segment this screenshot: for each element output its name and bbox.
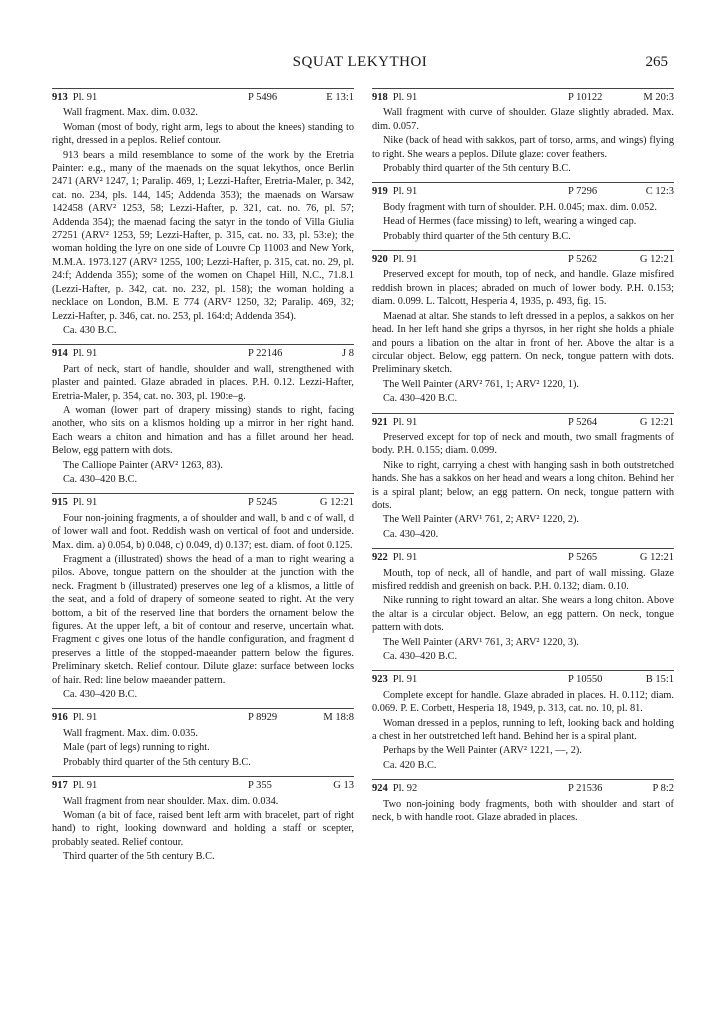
entry-paragraph: Nike (back of head with sakkos, part of torso, arms, and wings) flying to right. She wears a peplos. Dilute glaze: cover feathers.	[372, 135, 674, 160]
catalog-entry	[52, 776, 354, 863]
grid-reference: E 13:1	[326, 92, 354, 103]
entry-paragraph: Woman (a bit of face, raised bent left arm with bracelet, part of right hand) to right, looking downward and holding a staff or scepter, probably seated. Relief contour.	[52, 809, 354, 848]
entry-paragraph: Ca. 430–420.	[383, 528, 439, 540]
entry-heading	[372, 548, 674, 564]
entry-heading	[52, 88, 354, 104]
entry-heading	[52, 344, 354, 360]
entry-number: 916	[52, 712, 68, 724]
grid-reference: J 8	[342, 348, 354, 360]
entry-paragraph: Ca. 420 B.C.	[383, 759, 437, 771]
entry-paragraph: Wall fragment with curve of shoulder. Glaze slightly abraded. Max. dim. 0.057.	[372, 107, 674, 132]
grid-reference: G 12:21	[639, 254, 674, 266]
inventory-number: P 21536	[568, 783, 603, 795]
entry-paragraph: Ca. 430–420 B.C.	[63, 473, 138, 485]
entry-paragraph: Nike running to right toward an altar. She wears a long chiton. Above the altar is a circular object. Below, an egg pattern. On neck, tongue pattern with dots.	[372, 595, 674, 634]
grid-reference: B 15:1	[645, 674, 674, 686]
inventory-number: P 5245	[248, 497, 278, 509]
grid-reference: C 12:3	[645, 186, 674, 198]
catalog-entry	[52, 344, 354, 486]
catalog-entry	[52, 88, 354, 337]
right-column	[372, 88, 674, 832]
entry-paragraph: Wall fragment. Max. dim. 0.035.	[63, 727, 199, 739]
entry-paragraph: The Calliope Painter (ARV² 1263, 83).	[63, 459, 223, 471]
entry-paragraph: The Well Painter (ARV¹ 761, 3; ARV² 1220, 3).	[383, 636, 579, 648]
entry-number: 913	[52, 92, 68, 103]
entry-heading	[372, 250, 674, 266]
inventory-number: P 355	[248, 780, 272, 792]
catalog-entry	[372, 413, 674, 542]
entry-heading	[372, 670, 674, 686]
entry-number: 918	[372, 92, 388, 103]
inventory-number: P 10550	[568, 674, 603, 686]
inventory-number: P 8929	[248, 712, 278, 724]
plate-reference: Pl. 91	[392, 416, 418, 428]
entry-number: 914	[52, 348, 68, 360]
plate-reference: Pl. 91	[72, 348, 98, 360]
inventory-number: P 7296	[568, 186, 598, 198]
entry-number: 920	[372, 254, 388, 266]
catalog-entry	[372, 88, 674, 175]
plate-reference: Pl. 91	[392, 92, 418, 103]
entry-paragraph: Fragment a (illustrated) shows the head of a man to right wearing a pilos. Above, tongue pattern on the shoulder at the junction with the neck. Fragment b (illustrated) preserves one leg of a klismos, a little of the seat, and a fold of drapery of someone seated to right. At the very bottom, a bit of the reserved line that borders the ornament below the figures. At the upper left, a bit of contour and reserve, uncertain what. Fragment c gives one lotus of the handle configuration, and fragment d preserves a little of the stopped-maeander pattern below the figures. Preliminary sketch. Relief contour. Dilute glaze: surface between locks of hair. Red: line below maeander pattern.	[52, 554, 354, 686]
page-number: 265	[645, 54, 668, 70]
entry-paragraph: The Well Painter (ARV¹ 761, 2; ARV² 1220, 2).	[383, 514, 579, 526]
inventory-number: P 5496	[248, 92, 278, 103]
entry-paragraph: Woman dressed in a peplos, running to left, looking back and holding a chest in her outstretched left hand. Behind her is a spiral plant.	[372, 717, 674, 743]
entry-paragraph: A woman (lower part of drapery missing) stands to right, facing another, who sits on a klismos holding up a mirror in her right hand. Each wears a chiton and himation and has a fillet around her head. Below, egg pattern with dots.	[52, 404, 354, 457]
entry-paragraph: Maenad at altar. She stands to left dressed in a peplos, a sakkos on her head. In her left hand she grips a thyrsos, in her right she holds a phiale and pours a libation on the altar in front of her. Above the altar is a circular object. Below, egg pattern. On neck, tongue pattern with dots. Preliminary sketch.	[372, 310, 674, 376]
entry-paragraph: Ca. 430–420 B.C.	[63, 689, 138, 701]
entry-number: 915	[52, 497, 68, 509]
entry-paragraph: Ca. 430–420 B.C.	[383, 393, 458, 405]
catalog-entry	[52, 493, 354, 701]
grid-reference: M 20:3	[643, 92, 674, 103]
catalog-entry	[52, 708, 354, 769]
plate-reference: Pl. 92	[392, 783, 418, 795]
running-title: SQUAT LEKYTHOI	[292, 54, 428, 70]
entry-number: 923	[372, 674, 388, 686]
grid-reference: G 13	[333, 780, 354, 792]
entry-paragraph: Nike to right, carrying a chest with hanging sash in both outstretched hands. She has a sakkos on her head and wears a long chiton. Behind her is a spiral plant; below, an egg pattern. On neck, tongue pattern with dots.	[372, 459, 674, 511]
grid-reference: M 18:8	[323, 712, 354, 724]
page-header	[52, 54, 668, 76]
plate-reference: Pl. 91	[72, 712, 98, 724]
entry-number: 917	[52, 780, 68, 792]
plate-reference: Pl. 91	[392, 186, 418, 198]
entry-paragraph: Ca. 430–420 B.C.	[383, 651, 458, 663]
inventory-number: P 5265	[568, 552, 598, 564]
entry-heading	[52, 708, 354, 724]
entry-paragraph: Woman (most of body, right arm, legs to about the knees) standing to right, dressed in a peplos. Relief contour.	[52, 121, 354, 147]
entry-paragraph: Probably third quarter of the 5th century B.C.	[63, 756, 251, 768]
plate-reference: Pl. 91	[392, 254, 418, 266]
grid-reference: G 12:21	[639, 416, 674, 428]
plate-reference: Pl. 91	[392, 674, 418, 686]
entry-paragraph: Ca. 430 B.C.	[63, 324, 117, 336]
entry-paragraph: The Well Painter (ARV² 761, 1; ARV² 1220, 1).	[383, 378, 579, 390]
inventory-number: P 22146	[248, 348, 283, 360]
entry-paragraph: Two non-joining body fragments, both with shoulder and start of neck, b with handle root. Glaze abraded in places.	[372, 798, 674, 824]
entry-paragraph: Wall fragment from near shoulder. Max. dim. 0.034.	[63, 795, 279, 807]
entry-paragraph: 913 bears a mild resemblance to some of the work by the Eretria Painter: e.g., many of the maenads on the squat lekythos, once Berlin 2471 (ARV² 1247, 1; Paralip. 469, 1; Lezzi-Hafter, Eretria-Maler, p. 342, cat. no. 234, pls. 144, 145; Addenda 353); the maenads on Warsaw 142458 (ARV² 1253, 58; Lezzi-Hafter, p. 321, cat. no. 76, pl. 57; Addenda 354); the maenad facing the satyr in the tondo of Villa Giulia 27251 (ARV² 1253, 59; Lezzi-Hafter, p. 315, cat. no. 33, pl. 53:e); the woman holding the lyre on one side of Louvre Cp 11003 and New York, M.M.A. 1973.127 (ARV² 1255, 100; Lezzi-Hafter, p. 315, cat. no. 29, pl. 24:f; Addenda 355); some of the women on Chapel Hill, N.C., 71.8.1 (Lezzi-Hafter, p. 342, cat. no. 232, pl. 158); the woman holding a necklace on London, B.M. E 774 (ARV² 1250, 32; Paralip. 469, 32; Lezzi-Hafter, p. 346, cat. no. 253, pl. 164:d; Addenda 354).	[52, 149, 354, 322]
left-column	[52, 88, 354, 871]
grid-reference: P 8:2	[652, 783, 674, 795]
entry-paragraph: Third quarter of the 5th century B.C.	[63, 851, 215, 863]
entry-paragraph: Preserved except for mouth, top of neck, and handle. Glaze misfired reddish brown in places; abraded on much of lower body. P.H. 0.153; diam. 0.099. L. Talcott, Hesperia 4, 1935, p. 493, fig. 15.	[372, 269, 674, 308]
entry-paragraph: Male (part of legs) running to right.	[63, 742, 210, 754]
entry-paragraph: Body fragment with turn of shoulder. P.H. 0.045; max. dim. 0.052.	[383, 201, 657, 213]
grid-reference: G 12:21	[319, 497, 354, 509]
entry-paragraph: Four non-joining fragments, a of shoulder and wall, b and c of wall, d of lower wall and foot. Reddish wash on vertical of foot and underside. Max. dim. a) 0.054, b) 0.048, c) 0.049, d) 0.137; est. diam. of foot 0.125.	[52, 512, 354, 551]
inventory-number: P 5264	[568, 416, 598, 428]
entry-heading	[52, 776, 354, 792]
entry-paragraph: Wall fragment. Max. dim. 0.032.	[63, 107, 199, 119]
inventory-number: P 10122	[568, 92, 603, 103]
entry-number: 919	[372, 186, 388, 198]
entry-paragraph: Mouth, top of neck, all of handle, and part of wall missing. Glaze misfired reddish and greenish on back. P.H. 0.132; diam. 0.10.	[372, 567, 674, 592]
entry-heading	[372, 182, 674, 198]
catalog-entry	[372, 779, 674, 824]
catalog-entry	[372, 182, 674, 243]
entry-paragraph: Perhaps by the Well Painter (ARV² 1221, —, 2).	[383, 745, 582, 757]
entry-heading	[372, 413, 674, 429]
entry-paragraph: Probably third quarter of the 5th century B.C.	[383, 230, 571, 242]
plate-reference: Pl. 91	[392, 552, 418, 564]
catalog-entry	[372, 250, 674, 405]
catalog-entry	[372, 548, 674, 663]
entry-heading	[372, 779, 674, 795]
entry-number: 924	[372, 783, 388, 795]
entry-paragraph: Complete except for handle. Glaze abraded in places. H. 0.112; diam. 0.069. P. E. Corbett, Hesperia 18, 1949, p. 313, cat. no. 10, pl. 81.	[372, 689, 674, 715]
plate-reference: Pl. 91	[72, 92, 98, 103]
entry-paragraph: Probably third quarter of the 5th century B.C.	[383, 163, 571, 175]
entry-paragraph: Preserved except for top of neck and mouth, two small fragments of body. P.H. 0.155; diam. 0.099.	[372, 431, 674, 457]
grid-reference: G 12:21	[639, 552, 674, 564]
plate-reference: Pl. 91	[72, 497, 98, 509]
catalog-entry	[372, 670, 674, 772]
inventory-number: P 5262	[568, 254, 598, 266]
plate-reference: Pl. 91	[72, 780, 98, 792]
entry-number: 921	[372, 416, 388, 428]
entry-heading	[52, 493, 354, 509]
entry-paragraph: Head of Hermes (face missing) to left, wearing a winged cap.	[383, 216, 637, 228]
entry-paragraph: Part of neck, start of handle, shoulder and wall, strengthened with plaster and painted. Glaze abraded in places. P.H. 0.12. Lezzi-Hafter, Eretria-Maler, p. 354, cat. no. 303, pl. 190:e–g.	[52, 363, 354, 402]
entry-number: 922	[372, 552, 388, 564]
entry-heading	[372, 88, 674, 104]
